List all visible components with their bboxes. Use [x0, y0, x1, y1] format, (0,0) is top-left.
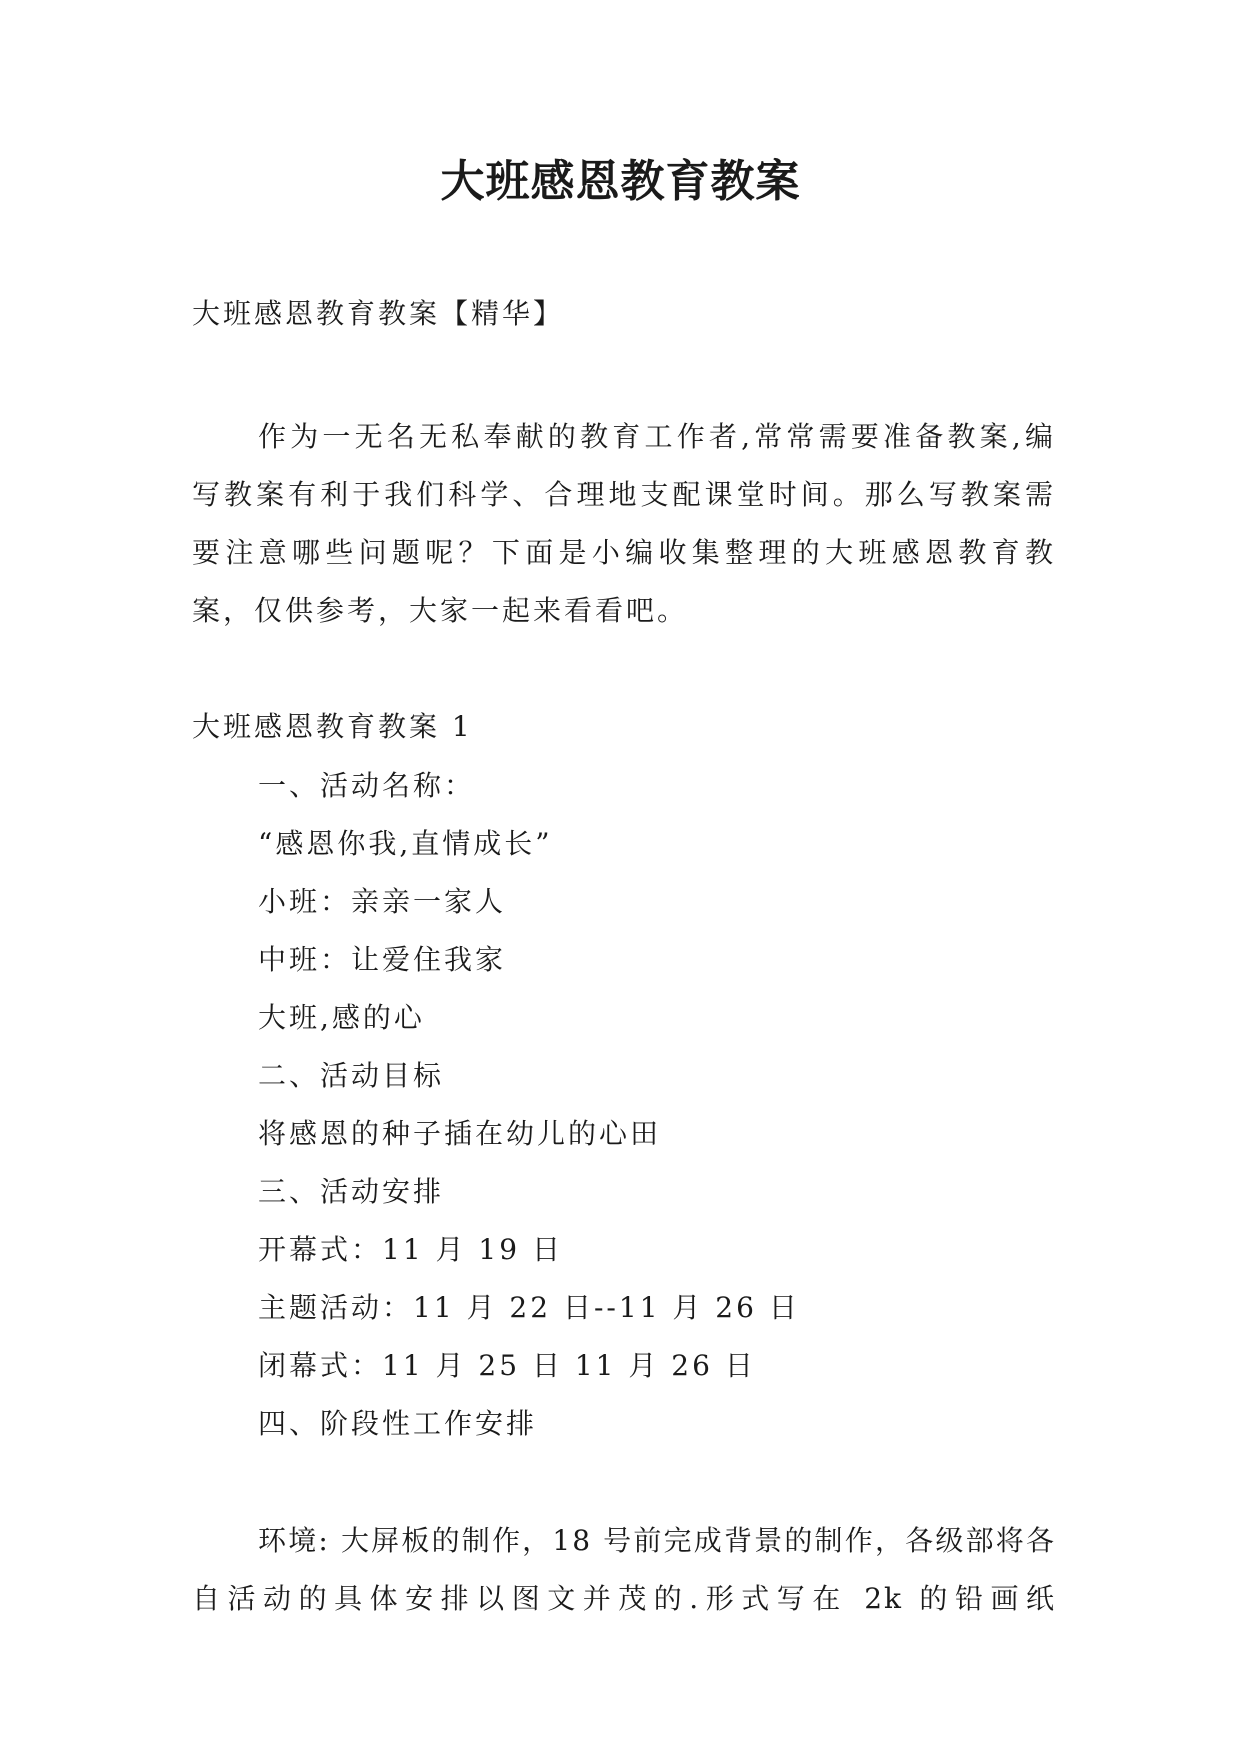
list-item: 中班：让爱住我家	[258, 943, 507, 976]
environment-paragraph: 环境: 大屏板的制作，18 号前完成背景的制作，各级部将各自活动的具体安排以图文并茂的.形式写在 2k 的铅画纸	[192, 1524, 1056, 1615]
list-item: 开幕式：11 月 19 日	[258, 1233, 563, 1266]
plan-items-list	[192, 757, 1056, 1453]
intro-paragraph: 作为一无名无私奉献的教育工作者,常常需要准备教案,编写教案有利于我们科学、合理地支配课堂时间。那么写教案需要注意哪些问题呢？下面是小编收集整理的大班感恩教育教案，仅供参考，大家一起来看看吧。	[192, 420, 1056, 627]
list-item: 大班,感的心	[258, 1001, 425, 1034]
document-subtitle: 大班感恩教育教案【精华】	[192, 297, 565, 330]
list-item: “感恩你我,直情成长”	[258, 827, 553, 860]
section-title: 大班感恩教育教案 1	[192, 710, 473, 743]
list-item: 四、阶段性工作安排	[258, 1407, 538, 1440]
list-item: 闭幕式：11 月 25 日 11 月 26 日	[258, 1349, 756, 1382]
list-item: 主题活动：11 月 22 日--11 月 26 日	[258, 1291, 800, 1324]
list-item: 三、活动安排	[258, 1175, 445, 1208]
list-item: 二、活动目标	[258, 1059, 445, 1092]
document-title: 大班感恩教育教案	[440, 156, 801, 207]
list-item: 将感恩的种子插在幼儿的心田	[258, 1117, 662, 1150]
list-item: 一、活动名称：	[258, 769, 476, 802]
list-item: 小班：亲亲一家人	[258, 885, 507, 918]
